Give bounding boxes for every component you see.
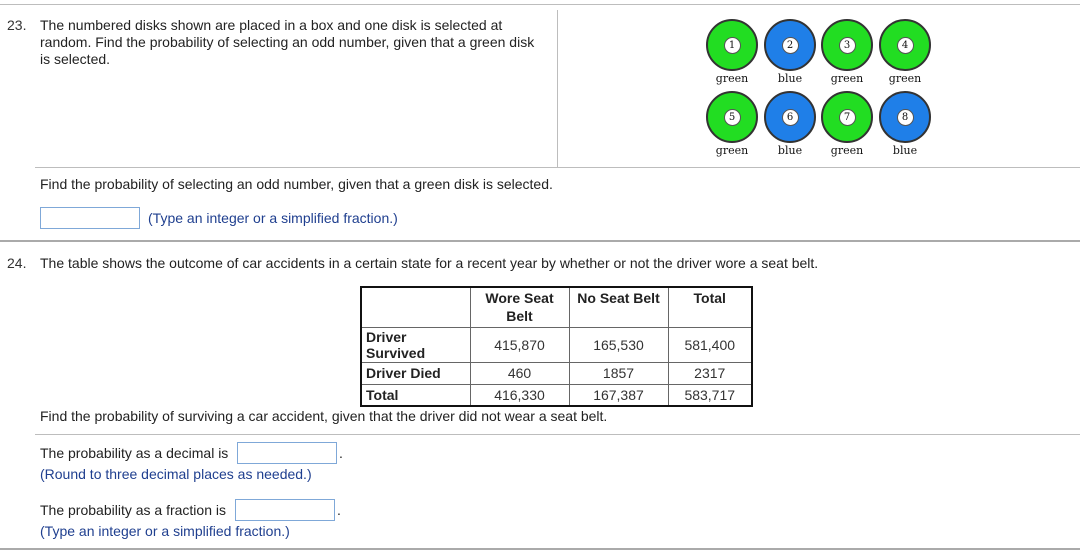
q24-number: 24. [7,255,27,271]
table-header-wore-seat-belt: Wore Seat Belt [470,287,569,327]
table-row [361,327,752,362]
disk-4 [879,19,931,71]
table-row [361,362,752,384]
disk-color-label: green [715,144,749,157]
q23-section-divider [35,167,1080,168]
q24-prompt: The table shows the outcome of car accidents in a certain state for a recent year by whether or not the driver wore a seat belt. [40,255,819,271]
disk-number: 3 [839,37,856,54]
question-divider [0,240,1080,242]
table-header-corner [361,287,470,327]
disk-color-label: green [715,72,749,85]
disk-5 [706,91,758,143]
disk-color-label: blue [777,72,803,85]
q24-decimal-input[interactable] [237,442,337,464]
q23-question: Find the probability of selecting an odd number, given that a green disk is selected. [40,176,553,192]
table-row-label: Driver Died [361,362,470,384]
table-cell: 1857 [569,362,668,384]
table-cell: 165,530 [569,327,668,362]
disk-2 [764,19,816,71]
q24-fraction-label: The probability as a fraction is [40,502,226,518]
disk-number: 7 [839,109,856,126]
q24-decimal-hint: (Round to three decimal places as needed.) [40,466,312,482]
disk-6 [764,91,816,143]
seat-belt-table [360,286,753,407]
table-row-label: Total [361,384,470,406]
disk-1 [706,19,758,71]
disk-number: 2 [782,37,799,54]
q24-fraction-input[interactable] [235,499,335,521]
disk-8 [879,91,931,143]
table-header-row [361,287,752,327]
q24-fraction-hint: (Type an integer or a simplified fraction.) [40,523,290,539]
table-cell: 2317 [668,362,752,384]
disk-3 [821,19,873,71]
table-row-label: Driver Survived [361,327,470,362]
disk-7 [821,91,873,143]
disk-number: 1 [724,37,741,54]
disk-number: 6 [782,109,799,126]
q24-fraction-period: . [337,502,341,518]
disk-color-label: green [888,72,922,85]
disk-number: 4 [897,37,914,54]
table-cell: 416,330 [470,384,569,406]
q24-decimal-period: . [339,445,343,461]
table-cell: 460 [470,362,569,384]
disk-number: 5 [724,109,741,126]
disk-color-label: green [830,72,864,85]
q23-vertical-divider [557,10,558,167]
q23-prompt-line-2: random. Find the probability of selecting an odd number, given that a green disk [40,34,535,50]
q23-prompt [40,17,555,68]
q24-decimal-label: The probability as a decimal is [40,445,229,461]
q23-prompt-line-3: is selected. [40,51,111,67]
table-cell: 583,717 [668,384,752,406]
disk-color-label: blue [892,144,918,157]
disk-color-label: green [830,144,864,157]
q23-prompt-line-1: The numbered disks shown are placed in a box and one disk is selected at [40,17,503,33]
top-divider [0,4,1080,5]
q24-section-divider [35,434,1080,435]
disk-number: 8 [897,109,914,126]
table-cell: 415,870 [470,327,569,362]
table-row [361,384,752,406]
table-header-total: Total [668,287,752,327]
q24-question: Find the probability of surviving a car accident, given that the driver did not wear a seat belt. [40,408,608,424]
table-cell: 167,387 [569,384,668,406]
q23-hint: (Type an integer or a simplified fraction.) [148,210,398,226]
q23-answer-input[interactable] [40,207,140,229]
table-cell: 581,400 [668,327,752,362]
bottom-divider [0,548,1080,550]
q23-number: 23. [7,17,27,33]
table-header-no-seat-belt: No Seat Belt [569,287,668,327]
disk-color-label: blue [777,144,803,157]
